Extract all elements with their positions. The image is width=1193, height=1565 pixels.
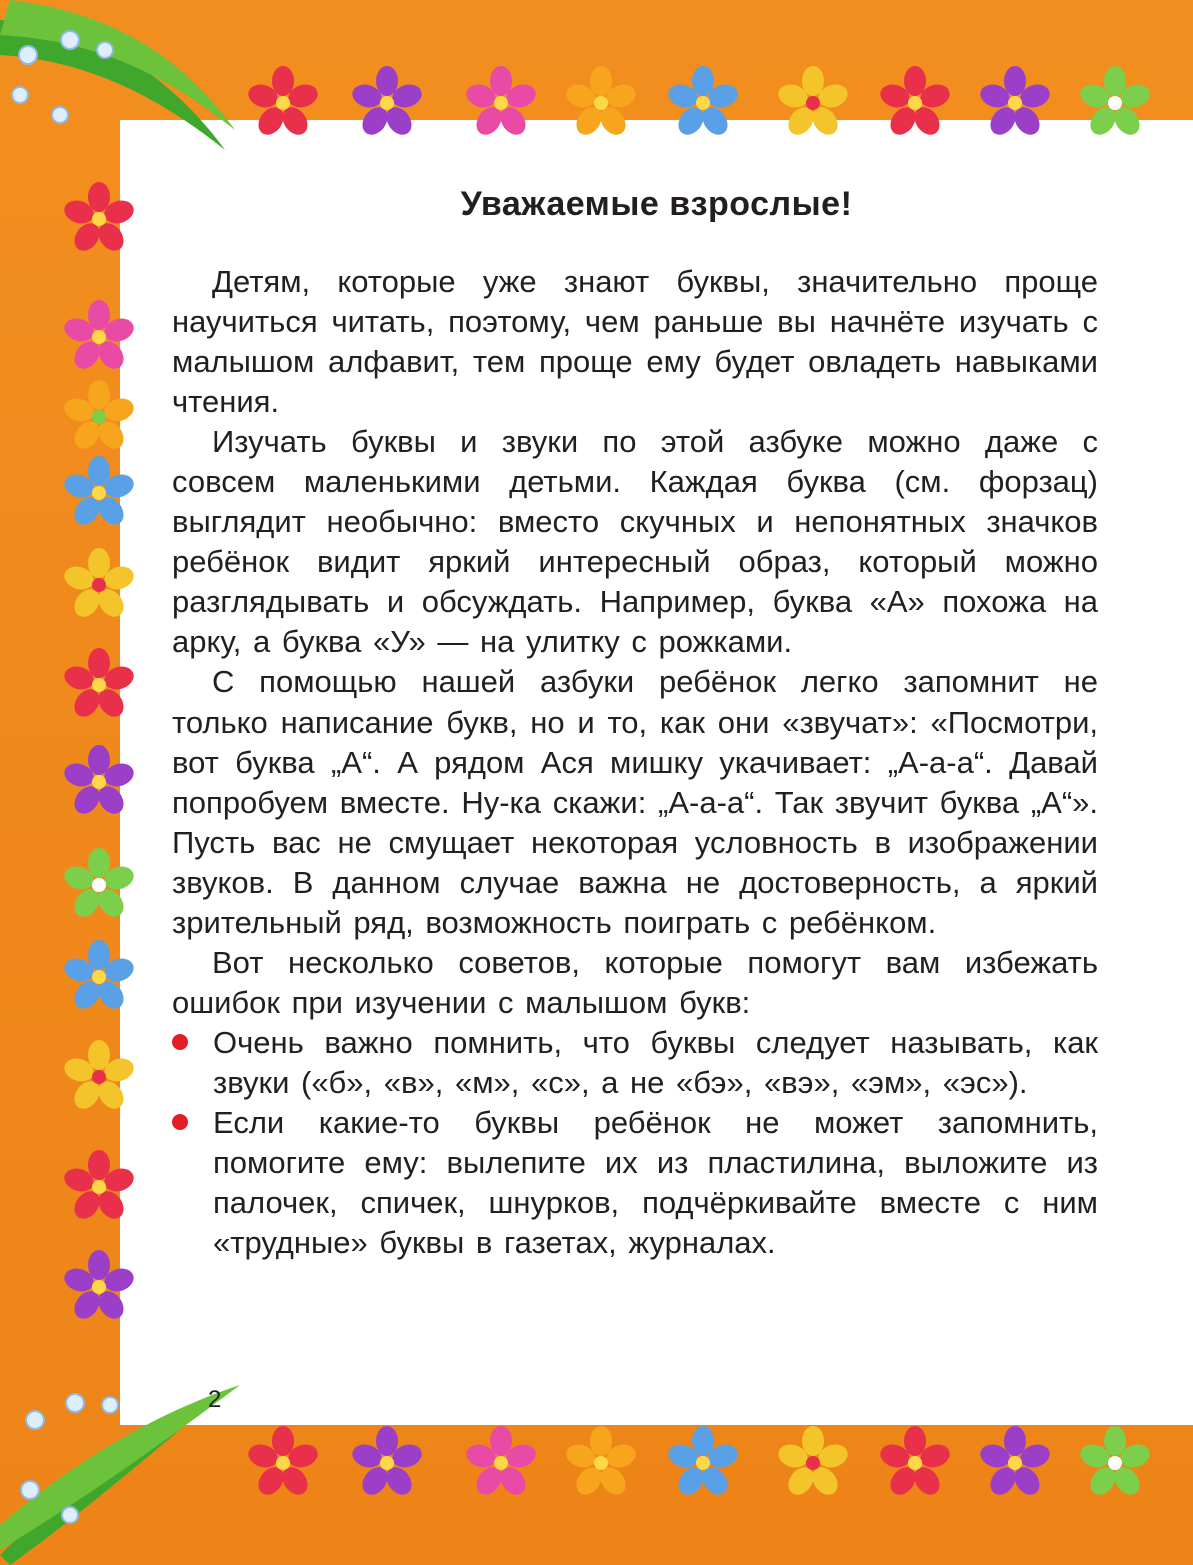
flower-icon <box>1080 1426 1150 1496</box>
tip-text: Если какие-то буквы ребёнок не может запомнить, помогите ему: вылепите их из пластилина, выложите из палочек, спичек, шнурков, подчёркивайте вместе с ним «трудные» буквы в газетах, журналах. <box>213 1104 1098 1261</box>
flower-icon <box>64 1250 134 1320</box>
bullet-icon <box>172 1114 188 1130</box>
body-text <box>172 262 1098 1263</box>
flower-icon <box>352 66 422 136</box>
flower-icon <box>352 1426 422 1496</box>
flower-icon <box>466 66 536 136</box>
flower-icon <box>980 1426 1050 1496</box>
tip-text: Очень важно помнить, что буквы следует называть, как звуки («б», «в», «м», «с», а не «бэ», «вэ», «эм», «эс»). <box>213 1024 1098 1100</box>
flower-icon <box>566 1426 636 1496</box>
page-title: Уважаемые взрослые! <box>460 185 853 223</box>
flower-icon <box>64 848 134 918</box>
flower-icon <box>64 745 134 815</box>
flower-icon <box>64 1040 134 1110</box>
flower-icon <box>64 1150 134 1220</box>
flower-icon <box>64 648 134 718</box>
flower-icon <box>1080 66 1150 136</box>
flower-icon <box>248 66 318 136</box>
flower-icon <box>668 1426 738 1496</box>
flower-icon <box>980 66 1050 136</box>
flower-icon <box>248 1426 318 1496</box>
bullet-icon <box>172 1034 188 1050</box>
flower-icon <box>880 1426 950 1496</box>
leaf-decoration-top-left <box>0 0 240 160</box>
flower-icon <box>778 1426 848 1496</box>
paragraph: Детям, которые уже знают буквы, значительно проще научиться читать, поэтому, чем раньше вы начнёте изучать с малышом алфавит, тем проще ему будет овладеть навыками чтения. <box>172 264 1098 420</box>
flower-icon <box>64 300 134 370</box>
flower-icon <box>64 940 134 1010</box>
flower-icon <box>880 66 950 136</box>
tips-list <box>172 1023 1098 1263</box>
page-number: 2 <box>208 1386 222 1413</box>
flower-icon <box>668 66 738 136</box>
flower-icon <box>64 456 134 526</box>
list-item <box>172 1023 1098 1103</box>
paragraph: Вот несколько советов, которые помогут вам избежать ошибок при изучении с малышом букв: <box>172 944 1098 1020</box>
flower-icon <box>64 380 134 450</box>
flower-icon <box>566 66 636 136</box>
flower-icon <box>64 548 134 618</box>
paragraph: С помощью нашей азбуки ребёнок легко запомнит не только написание букв, но и то, как они «звучат»: «Посмотри, вот буква „А“. А рядом Ася мишку укачивает: „А-а-а“. Давай попробуем вместе. Ну-ка скажи: „А-а-а“. Так звучит буква „А“». Пусть вас не смущает некоторая условность в изображении звуков. В данном случае важна не достоверность, а яркий зрительный ряд, возможность поиграть с ребёнком. <box>172 664 1098 940</box>
flower-icon <box>778 66 848 136</box>
paragraph: Изучать буквы и звуки по этой азбуке можно даже с совсем маленькими детьми. Каждая буква (см. форзац) выглядит необычно: вместо скучных и непонятных значков ребёнок видит яркий интересный образ, который можно разглядывать и обсуждать. Например, буква «А» похожа на арку, а буква «У» — на улитку с рожками. <box>172 424 1098 660</box>
flower-icon <box>466 1426 536 1496</box>
list-item <box>172 1103 1098 1263</box>
